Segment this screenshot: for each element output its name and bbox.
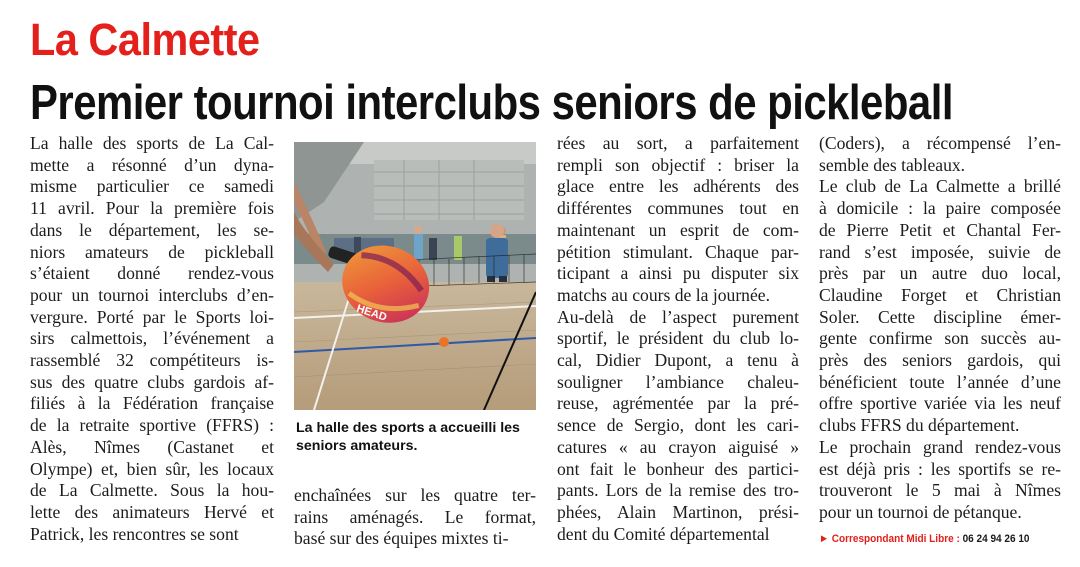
text-line: cal, Didier Dupont, a tenu à <box>557 350 799 371</box>
text-line: trouveront le 5 mai à Nîmes <box>819 480 1061 501</box>
text-line: Soler. Cette discipline émer- <box>819 306 1061 327</box>
pickleball-photo-illustration <box>294 142 536 410</box>
article-column-3 <box>557 133 799 545</box>
text-line: rempli son objectif : briser la <box>557 154 799 175</box>
text-line: filiés à la Fédération française <box>30 393 274 414</box>
text-line: Alès, Nîmes (Castanet et <box>30 436 274 457</box>
article-column-1 <box>30 133 274 545</box>
paddle-brand-text: HEAD <box>354 302 389 324</box>
article-column-4 <box>819 133 1061 524</box>
text-line: catures « au crayon aiguisé » <box>557 436 799 457</box>
text-line: pétition stimulant. Chaque par- <box>557 241 799 262</box>
text-line: est déjà pris : les sportifs se re- <box>819 458 1061 479</box>
text-line: rains aménagés. Le format, <box>294 506 536 527</box>
text-line: sportif, le président du club lo- <box>557 328 799 349</box>
text-line: semble des tableaux. <box>819 154 966 175</box>
arrow-icon: ► <box>819 533 829 545</box>
text-line: souligner l’ambiance chaleu- <box>557 371 799 392</box>
text-line: enchaînées sur les quatre ter- <box>294 485 536 505</box>
article-column-2 <box>294 485 536 550</box>
text-line: La halle des sports de La Cal- <box>30 133 274 153</box>
text-line: sus des quatre clubs gardois af- <box>30 371 274 392</box>
text-line: sence de Sergio, dont les cari- <box>557 415 799 436</box>
text-line: reuse, agrémentée par la pré- <box>557 393 799 414</box>
text-line: rées au sort, a parfaitement <box>557 133 799 153</box>
text-line: près des seniors gardois, qui <box>819 350 1061 371</box>
text-line: gente confirme son succès au- <box>819 328 1061 349</box>
text-line: basé sur des équipes mixtes ti- <box>294 528 509 549</box>
text-line: pants. Lors de la remise des tro- <box>557 480 799 501</box>
text-line: pour un tournoi interclubs d’en- <box>30 284 274 305</box>
text-line: de Pierre Petit et Chantal Fer- <box>819 219 1061 240</box>
text-line: clubs FFRS du département. <box>819 415 1020 436</box>
text-line: dans le département, les se- <box>30 219 274 240</box>
text-line: Claudine Forget et Christian <box>819 284 1061 305</box>
text-line: Au-delà de l’aspect purement <box>557 306 799 327</box>
text-line: mette a résonné d’un dyna- <box>30 154 274 175</box>
text-line: vergure. Porté par le Sports loi- <box>30 306 274 327</box>
text-line: misme particulier ce samedi <box>30 176 274 197</box>
article-photo <box>294 142 536 410</box>
photo-caption: La halle des sports a accueilli les seniors amateurs. <box>296 420 520 454</box>
article-headline: Premier tournoi interclubs seniors de pickleball <box>30 76 953 130</box>
text-line: de la retraite sportive (FFRS) : <box>30 415 274 436</box>
text-line: de La Calmette. Sous la hou- <box>30 480 274 501</box>
correspondent-credit <box>819 533 1039 545</box>
text-line: bénéficient toute l’année d’une <box>819 371 1061 392</box>
text-line: Le club de La Calmette a brillé <box>819 176 1061 197</box>
text-line: matchs au cours de la journée. <box>557 284 770 305</box>
credit-phone: 06 24 94 26 10 <box>962 533 1030 545</box>
credit-label: Correspondant Midi Libre : <box>831 533 960 545</box>
text-line: ticipant a ainsi pu disputer six <box>557 263 799 284</box>
text-line: offre sportive variée via les neuf <box>819 393 1061 414</box>
text-line: (Coders), a récompensé l’en- <box>819 133 1061 153</box>
text-line: ont fait le bonheur des partici- <box>557 458 799 479</box>
text-line: Olympe) et, bien sûr, les locaux <box>30 458 274 479</box>
text-line: phées, Alain Martinon, prési- <box>557 501 799 522</box>
text-line: glace entre les adhérents des <box>557 176 799 197</box>
text-line: rassemblé 32 compétiteurs is- <box>30 350 274 371</box>
text-line: 11 avril. Pour la première fois <box>30 198 274 219</box>
text-line: différentes communes tout en <box>557 198 799 219</box>
text-line: Patrick, les rencontres se sont <box>30 523 239 544</box>
text-line: lette des animateurs Hervé et <box>30 501 274 522</box>
text-line: maintenant un esprit de com- <box>557 219 799 240</box>
text-line: à domicile : la paire composée <box>819 198 1061 219</box>
section-kicker: La Calmette <box>30 14 260 65</box>
text-line: sirs calmettois, l’événement a <box>30 328 274 349</box>
text-line: rand s’est imposée, suivie de <box>819 241 1061 262</box>
text-line: près par un autre duo local, <box>819 263 1061 284</box>
text-line: Le prochain grand rendez-vous <box>819 436 1061 457</box>
text-line: dent du Comité départemental <box>557 523 770 544</box>
text-line: niors amateurs de pickleball <box>30 241 274 262</box>
text-line: s’étaient donné rendez-vous <box>30 263 274 284</box>
text-line: pour un tournoi de pétanque. <box>819 501 1022 522</box>
